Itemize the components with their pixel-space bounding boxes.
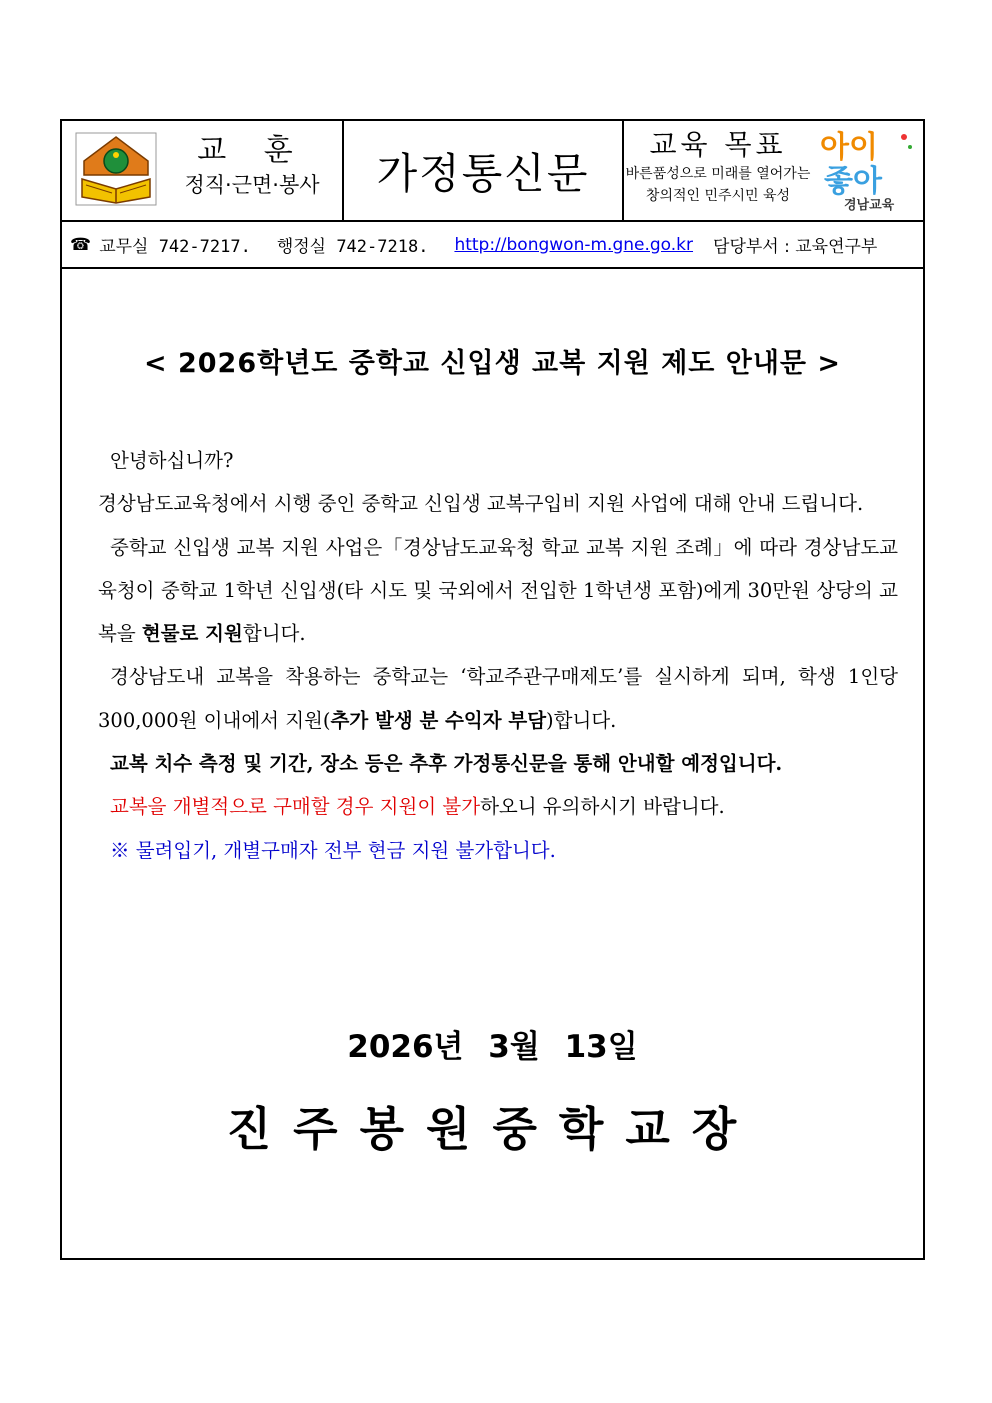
- greeting: 안녕하십니까?: [110, 449, 234, 472]
- gyeongnam-education-logo-icon: [816, 125, 916, 213]
- newsletter-header: [62, 121, 923, 222]
- warning-text-rest: 하오니 유의하시기 바랍니다.: [480, 795, 725, 819]
- education-goal-cell: [624, 121, 923, 220]
- edu-logo-line1: 아이: [820, 130, 878, 165]
- purchase-text-c: )합니다.: [546, 708, 617, 732]
- department-label: 담당부서 : 교육연구부: [713, 237, 878, 257]
- purchase-text-bold: 추가 발생 분 수익자 부담: [330, 708, 547, 732]
- purchase-text-a: 경상남도내 교복을 착용하는 중학교는 ‘학교주관구매제도’를 실시하게 되며, 학생 1인당 300,000원 이내에서 지원(: [98, 665, 898, 732]
- edu-logo-caption: 경남교육: [844, 198, 895, 213]
- goal-line-1: 바른품성으로 미래를 열어가는: [625, 166, 811, 182]
- motto-cell: [62, 121, 344, 220]
- support-text-bold: 현물로 지원: [141, 622, 243, 646]
- paragraph-note: ※ 물려입기, 개별구매자 전부 현금 지원 불가합니다.: [110, 838, 556, 862]
- principal-signature: 진주봉원중학교장: [226, 1102, 759, 1156]
- support-text-a: 중학교 신입생 교복 지원 사업은「경상남도교육청 학교 교복 지원 조례」에 따라 경상남도교육청이 중학교 1학년 신입생(타 시도 및 국외에서 전입한 1학년생 포함)에게 30만원 상당의 교복을: [98, 535, 898, 646]
- paragraph-warning: [98, 785, 898, 828]
- paragraph-measurement: 교복 치수 측정 및 기간, 장소 등은 추후 가정통신문을 통해 안내할 예정입니다.: [110, 752, 783, 776]
- support-text-c: 합니다.: [242, 622, 306, 646]
- newsletter-title: 가정통신문: [376, 148, 590, 198]
- document-body: [98, 439, 898, 872]
- paragraph-support: [98, 526, 898, 656]
- phone-icon: ☎: [70, 234, 92, 255]
- office-phone: 교무실 742-7217.: [99, 237, 251, 257]
- school-emblem-icon: [74, 131, 158, 207]
- motto-title: 교 훈: [197, 133, 307, 168]
- newsletter-frame: [60, 119, 925, 1260]
- document-date: 2026년 3월 13일: [347, 1029, 638, 1065]
- goal-text: [624, 163, 812, 207]
- edu-logo-line2: 좋아: [824, 164, 882, 199]
- admin-phone: 행정실 742-7218.: [276, 237, 429, 257]
- contact-bar: [62, 222, 923, 269]
- document-title: < 2026학년도 중학교 신입생 교복 지원 제도 안내문 >: [143, 348, 842, 379]
- paragraph-purchase: [98, 655, 898, 742]
- newsletter-title-cell: [344, 121, 624, 220]
- school-website-link[interactable]: http://bongwon-m.gne.go.kr: [454, 234, 694, 255]
- warning-text-red: 교복을 개별적으로 구매할 경우 지원이 불가: [110, 795, 481, 819]
- goal-title: 교육 목표: [649, 128, 787, 161]
- goal-line-2: 창의적인 민주시민 육성: [645, 188, 791, 204]
- motto-text: 정직·근면·봉사: [184, 173, 320, 197]
- paragraph-intro: 경상남도교육청에서 시행 중인 중학교 신입생 교복구입비 지원 사업에 대해 안내 드립니다.: [98, 492, 864, 516]
